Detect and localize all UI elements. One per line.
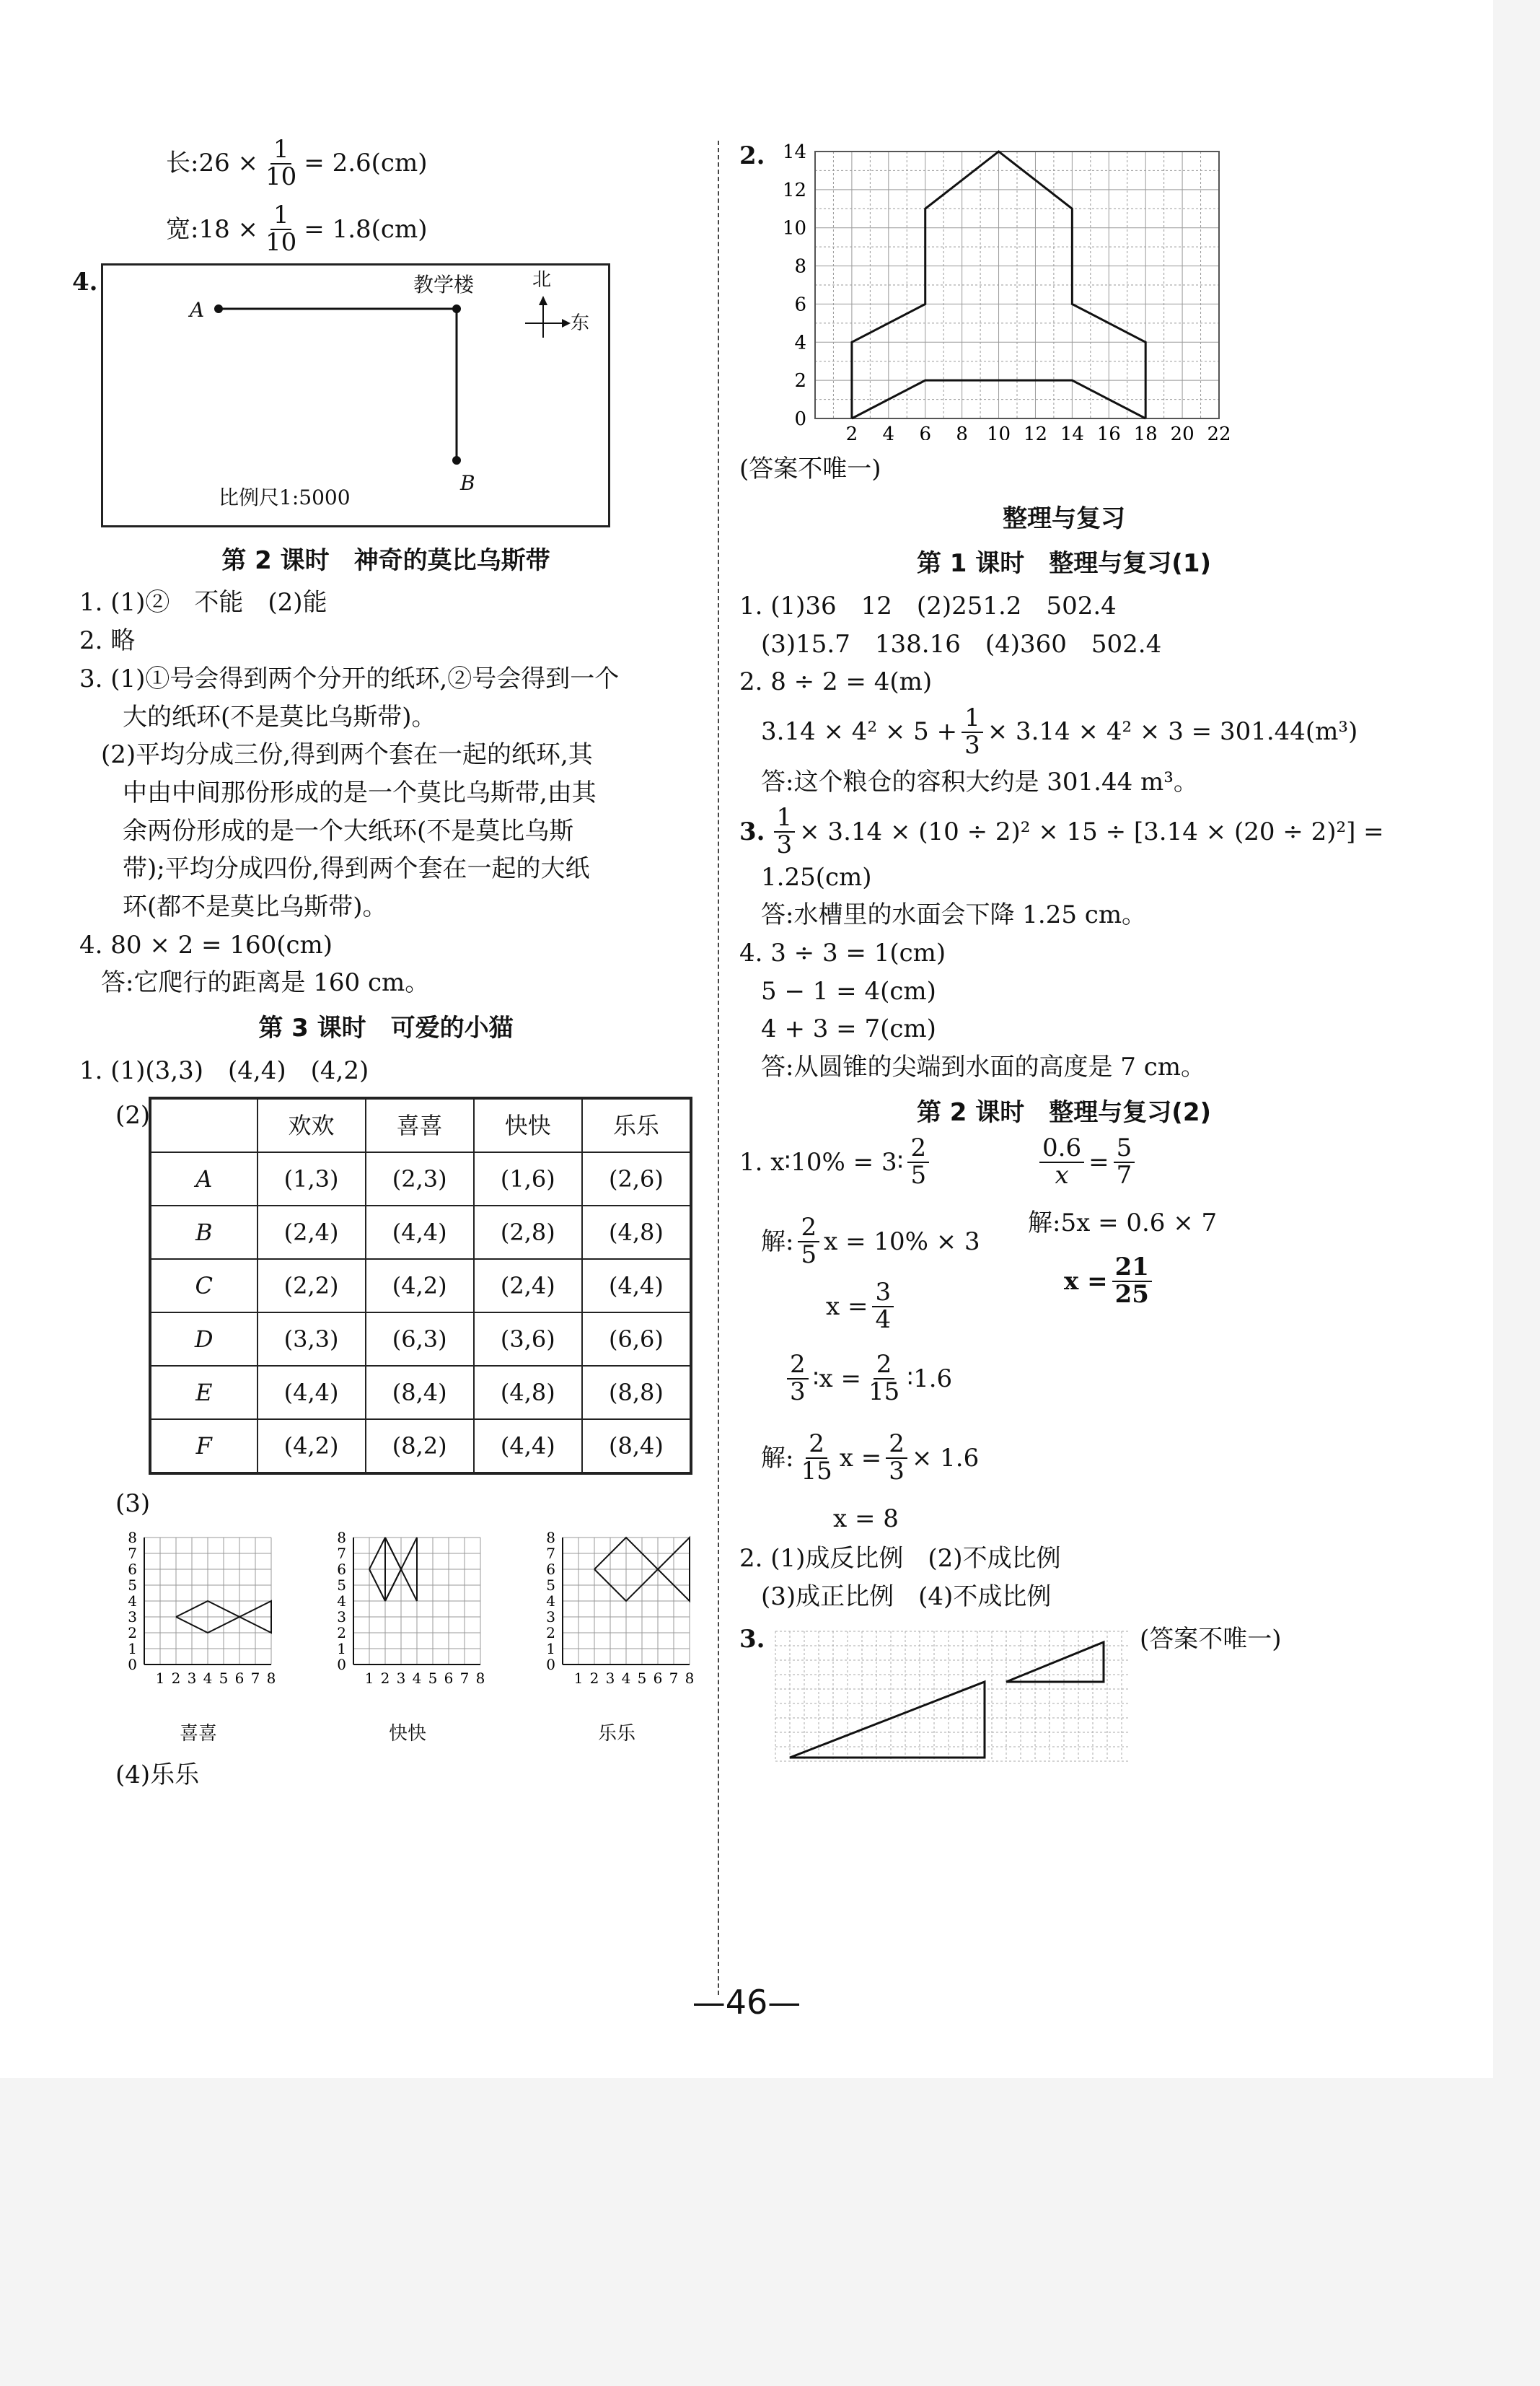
fraction [1112,1253,1152,1310]
x-tick-label: 18 [1133,424,1158,440]
y-tick-label: 3 [337,1608,346,1626]
expr-part: 3.14 × 4² × 5 + [761,717,958,747]
expr-part: × 3.14 × 4² × 3 = 301.44(m³) [987,717,1358,747]
x-tick-label: 6 [653,1670,663,1688]
table-row [150,1419,691,1473]
north-arrow-icon [539,296,547,305]
y-tick-label: 0 [546,1656,555,1674]
y-tick-label: 10 [782,217,806,240]
y-tick-label: 6 [794,294,806,316]
x-tick-label: 1 [155,1670,165,1688]
s3-part3-label: (3) [115,1489,151,1519]
l1-q4-line3: 4 + 3 = 7(cm) [761,1014,936,1044]
cell: (2,4) [474,1259,582,1312]
l2-q3-block [739,1620,1389,1765]
denominator: 15 [868,1377,900,1407]
shape-chart [768,137,1259,440]
fraction [866,1352,902,1405]
table-header-row [150,1098,691,1152]
fraction [907,1133,929,1190]
calc-width-suffix: = 1.8(cm) [304,214,428,244]
q3-note: (答案不唯一) [1140,1624,1282,1654]
mini-grid-title: 快快 [388,1723,426,1745]
point-building-dot [452,304,461,313]
section-2-title: 第 2 课时 神奇的莫比乌斯带 [221,545,550,575]
s2-q4-answer: 答:它爬行的距离是 160 cm。 [101,968,430,998]
header-cell [150,1098,258,1152]
coordinate-table-block [79,1097,692,1475]
s2-q1: 1. (1)② 不能 (2)能 [79,588,327,618]
s3-part4: (4)乐乐 [115,1760,200,1789]
cell: (2,3) [366,1152,474,1206]
calc-width [166,201,692,258]
calc-length-prefix: 长:26 × [166,149,259,178]
cell: (8,4) [366,1366,474,1419]
denominator: 5 [910,1161,927,1190]
sol-c-1 [761,1431,979,1484]
x-tick-label: 7 [250,1670,260,1688]
right-column [739,137,1389,1765]
x-tick-label: 3 [605,1670,615,1688]
expr-part: 解: [761,1443,794,1473]
mini-grid-title: 乐乐 [597,1723,635,1745]
ratio-grid [768,1628,1136,1765]
fraction [886,1431,907,1484]
y-tick-label: 4 [128,1592,137,1610]
x-tick-label: 7 [459,1670,470,1688]
l2-q2-line1: 2. (1)成反比例 (2)不成比例 [739,1544,1061,1574]
y-tick-label: 4 [794,332,806,354]
numerator: 2 [886,1431,907,1459]
numerator: 2 [907,1136,929,1163]
cell: (8,8) [582,1366,691,1419]
expr-part: x = [1064,1266,1108,1296]
column-divider [718,141,719,1995]
expr-part: x = 10% × 3 [824,1227,980,1256]
cell: (8,4) [582,1419,691,1473]
expr-part: × 3.14 × (10 ÷ 2)² × 15 ÷ [3.14 × (20 ÷ 2)²] = [799,817,1384,846]
y-tick-label: 4 [546,1592,555,1610]
numerator: 2 [787,1352,809,1380]
calc-length-suffix: = 2.6(cm) [304,149,428,178]
proportion-block [739,1133,1389,1540]
y-tick-label: 8 [546,1530,555,1547]
table-row [150,1366,691,1419]
school-map [101,263,610,527]
cell: (2,4) [258,1206,366,1259]
x-tick-label: 4 [621,1670,631,1688]
table-row [150,1152,691,1206]
y-tick-label: 8 [337,1530,346,1547]
cell: (4,4) [474,1419,582,1473]
mini-grid-kuaikuai-svg [317,1530,498,1711]
x-tick-label: 14 [1060,424,1084,440]
l1-q3 [739,805,1389,858]
point-a-dot [214,304,223,313]
cell: (4,2) [366,1259,474,1312]
y-tick-label: 0 [794,408,806,430]
row-label: D [150,1312,258,1366]
s2-q4: 4. 80 × 2 = 160(cm) [79,930,333,960]
numerator: 0.6 [1039,1136,1084,1163]
numerator: 2 [874,1352,895,1380]
expr-part: 1. x∶10% = 3∶ [739,1147,904,1177]
y-tick-label: 5 [546,1576,555,1595]
y-tick-label: 14 [782,141,806,163]
x-tick-label: 5 [219,1670,229,1688]
x-tick-label: 2 [845,424,858,440]
x-tick-label: 16 [1096,424,1121,440]
cell: (2,2) [258,1259,366,1312]
s2-q3-line2: 大的纸环(不是莫比乌斯带)。 [123,702,436,732]
sol-a-1 [761,1215,980,1268]
numerator: 1 [270,203,292,230]
l1-q1-line2: (3)15.7 138.16 (4)360 502.4 [761,629,1162,659]
x-tick-label: 8 [475,1670,485,1688]
numerator: 1 [774,805,796,833]
y-tick-label: 0 [128,1656,137,1674]
sol-c-2: x = 8 [833,1504,899,1534]
x-tick-label: 5 [428,1670,438,1688]
s2-q2: 2. 略 [79,626,136,656]
eq-a [739,1133,933,1190]
cell: (4,4) [258,1366,366,1419]
l1-q4-line1: 4. 3 ÷ 3 = 1(cm) [739,938,946,968]
x-tick-label: 12 [1023,424,1048,440]
x-tick-label: 10 [986,424,1011,440]
y-tick-label: 7 [337,1545,346,1563]
cell: (2,6) [582,1152,691,1206]
y-tick-label: 3 [546,1608,555,1626]
section-3-title: 第 3 课时 可爱的小猫 [258,1014,514,1043]
denominator: 3 [964,730,980,760]
x-tick-label: 7 [669,1670,679,1688]
map-question [72,263,692,527]
cell: (6,6) [582,1312,691,1366]
cell: (4,4) [582,1259,691,1312]
s2-q3-line4: 中由中间那份形成的是一个莫比乌斯带,由其 [123,778,597,807]
question-number: 3. [739,817,765,846]
l1-q2-answer: 答:这个粮仓的容积大约是 301.44 m³。 [761,767,1198,797]
expr-part: x = [839,1443,882,1473]
cell: (1,3) [258,1152,366,1206]
numerator: 21 [1112,1255,1152,1282]
row-label: C [150,1259,258,1312]
review-title: 整理与复习 [1003,504,1125,533]
x-tick-label: 3 [187,1670,197,1688]
s2-q3-line5: 余两份形成的是一个大纸环(不是莫比乌斯 [123,816,574,846]
header-cell: 快快 [474,1098,582,1152]
point-b-dot [452,456,461,465]
label-point-b: B [460,470,475,495]
y-tick-label: 7 [128,1545,137,1563]
label-point-a: A [190,297,205,322]
x-tick-label: 4 [412,1670,422,1688]
x-tick-label: 8 [266,1670,276,1688]
y-tick-label: 7 [546,1545,555,1563]
mini-grids-row [108,1530,695,1749]
shape-chart-block [739,137,1389,447]
cell: (6,3) [366,1312,474,1366]
y-tick-label: 2 [794,370,806,392]
label-north: 北 [532,268,552,291]
table-row [150,1206,691,1259]
mini-grid-title: 喜喜 [179,1723,217,1745]
y-tick-label: 2 [546,1624,555,1642]
l1-q4-answer: 答:从圆锥的尖端到水面的高度是 7 cm。 [761,1053,1205,1082]
l1-q3-answer: 答:水槽里的水面会下降 1.25 cm。 [761,900,1147,930]
numerator: 2 [806,1431,827,1459]
x-tick-label: 4 [882,424,895,440]
fraction [1039,1133,1084,1190]
expr-part: × 1.6 [911,1443,980,1473]
denominator: x [1055,1161,1069,1190]
denominator: 10 [265,228,297,258]
eq-b [1035,1133,1139,1190]
header-cell: 欢欢 [258,1098,366,1152]
y-tick-label: 1 [128,1640,137,1658]
coordinate-table [149,1097,692,1475]
y-tick-label: 8 [128,1530,137,1547]
row-label: A [150,1152,258,1206]
s2-q3-line6: 带);平均分成四份,得到两个套在一起的大纸 [123,854,590,884]
mini-grid-lele-svg [527,1530,707,1711]
cell: (4,8) [582,1206,691,1259]
x-tick-label: 1 [573,1670,584,1688]
header-cell: 乐乐 [582,1098,691,1152]
cell: (3,6) [474,1312,582,1366]
l1-q1-line1: 1. (1)36 12 (2)251.2 502.4 [739,592,1117,621]
expr-part: x = [826,1291,868,1321]
table-row [150,1259,691,1312]
x-tick-label: 20 [1170,424,1194,440]
denominator: 15 [801,1457,832,1486]
l1-q3-result: 1.25(cm) [761,862,872,892]
sol-b-2 [1064,1253,1156,1310]
chart-note: (答案不唯一) [739,455,881,483]
mini-grid-xixi-svg [108,1530,289,1711]
row-label: F [150,1419,258,1473]
mini-grid-xixi [108,1530,289,1749]
x-tick-label: 1 [364,1670,374,1688]
fraction [263,137,299,190]
denominator: 4 [875,1305,892,1335]
fraction [872,1280,894,1333]
x-tick-label: 6 [234,1670,245,1688]
denominator: 7 [1116,1161,1132,1190]
row-label: B [150,1206,258,1259]
denominator: 5 [801,1240,817,1270]
calc-length [166,137,692,190]
eq-c [783,1352,952,1405]
s2-q3-line3: (2)平均分成三份,得到两个套在一起的纸环,其 [101,740,593,770]
mini-grid-lele [527,1530,707,1749]
y-tick-label: 12 [782,179,806,201]
fraction [774,805,796,858]
row-label: E [150,1366,258,1419]
x-tick-label: 8 [956,424,968,440]
x-tick-label: 5 [637,1670,647,1688]
question-number: 4. [72,267,98,297]
fraction [263,201,299,258]
denominator: 10 [265,162,297,191]
fraction [798,1215,819,1268]
y-tick-label: 3 [128,1608,137,1626]
map-drawing [103,266,608,525]
east-arrow-icon [562,319,571,328]
expr-part: 解: [761,1227,794,1256]
question-number: 2. [739,141,765,170]
header-cell: 喜喜 [366,1098,474,1152]
calc-width-prefix: 宽:18 × [166,214,259,244]
y-tick-label: 2 [128,1624,137,1642]
l1-q2-volume [739,703,1389,760]
s3-q1: 1. (1)(3,3) (4,4) (4,2) [79,1056,369,1085]
fraction [1114,1133,1135,1190]
cell: (1,6) [474,1152,582,1206]
x-tick-label: 6 [444,1670,454,1688]
cell: (3,3) [258,1312,366,1366]
fraction [798,1431,835,1484]
x-tick-label: 8 [685,1670,695,1688]
s2-q3-line1: 3. (1)①号会得到两个分开的纸环,②号会得到一个 [79,664,620,693]
y-tick-label: 4 [337,1592,346,1610]
mini-grid-kuaikuai [317,1530,498,1749]
question-number: 3. [739,1624,765,1654]
y-tick-label: 6 [128,1561,137,1579]
lesson-2-title: 第 2 课时 整理与复习(2) [916,1097,1212,1127]
lesson-1-title: 第 1 课时 整理与复习(1) [916,549,1212,579]
x-tick-label: 22 [1207,424,1231,440]
page-number: —46— [692,1983,801,2022]
s2-q3-line7: 环(都不是莫比乌斯带)。 [123,892,387,921]
fraction [962,703,983,760]
y-tick-label: 1 [337,1640,346,1658]
numerator: 1 [270,137,292,165]
expr-part: ∶x = [812,1364,861,1393]
sol-a-2 [826,1280,898,1333]
denominator: 3 [889,1457,905,1486]
cell: (4,8) [474,1366,582,1419]
y-tick-label: 1 [546,1640,555,1658]
l1-q2: 2. 8 ÷ 2 = 4(m) [739,667,933,697]
label-east: 东 [571,312,590,334]
y-tick-label: 6 [546,1561,555,1579]
left-column [72,135,695,1794]
numerator: 2 [798,1215,819,1242]
cell: (2,8) [474,1206,582,1259]
numerator: 3 [872,1280,894,1307]
l2-q2-line2: (3)成正比例 (4)不成比例 [761,1582,1052,1612]
denominator: 25 [1114,1280,1149,1310]
denominator: 3 [790,1377,806,1407]
cell: (4,2) [258,1419,366,1473]
numerator: 5 [1114,1136,1135,1163]
x-tick-label: 2 [380,1670,390,1688]
l1-q4-line2: 5 − 1 = 4(cm) [761,976,936,1006]
y-tick-label: 5 [337,1576,346,1595]
numerator: 1 [962,706,983,733]
x-tick-label: 6 [919,424,932,440]
table-label: (2) [115,1101,151,1131]
x-tick-label: 2 [589,1670,599,1688]
x-tick-label: 3 [396,1670,406,1688]
fraction [787,1352,809,1405]
y-tick-label: 5 [128,1576,137,1595]
x-tick-label: 4 [203,1670,213,1688]
denominator: 3 [776,830,793,859]
table-row [150,1312,691,1366]
cell: (8,2) [366,1419,474,1473]
y-tick-label: 8 [794,255,806,278]
y-tick-label: 2 [337,1624,346,1642]
y-tick-label: 0 [337,1656,346,1674]
label-building: 教学楼 [413,272,475,297]
x-tick-label: 2 [171,1670,181,1688]
expr-part: ∶1.6 [907,1364,953,1393]
equals-sign: = [1088,1147,1109,1177]
y-tick-label: 6 [337,1561,346,1579]
scale-text: 比例尺1:5000 [219,485,351,509]
cell: (4,4) [366,1206,474,1259]
sol-b-1: 解:5x = 0.6 × 7 [1028,1209,1218,1238]
